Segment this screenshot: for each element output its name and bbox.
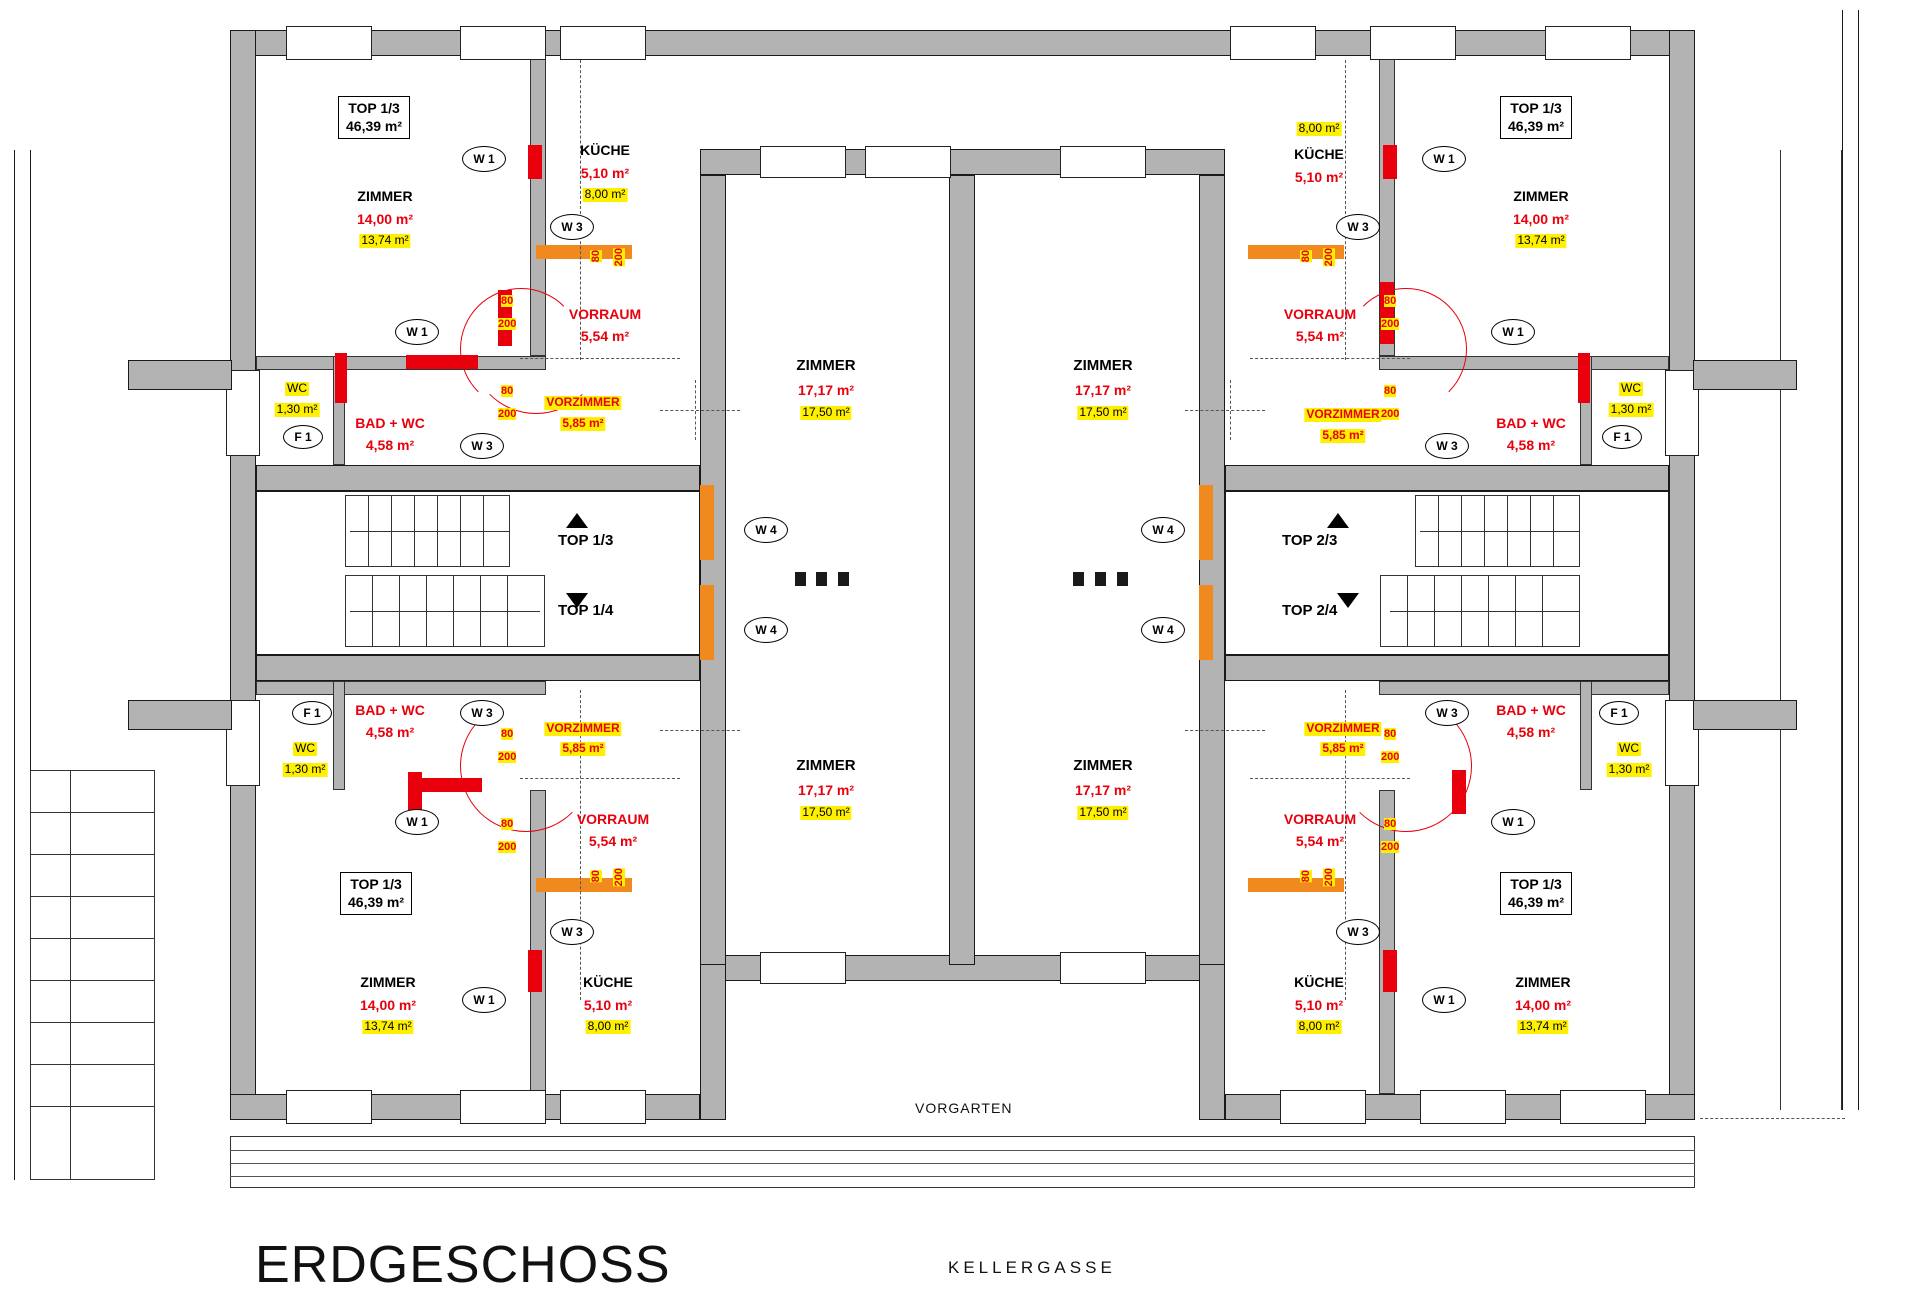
exterior-stair-edge [70, 770, 71, 1180]
door-opening-orange [1199, 585, 1213, 660]
window-opening [560, 1090, 646, 1124]
room-label-vorzimmer: VORZIMMER [1306, 407, 1380, 421]
door-dim-width: 80 [501, 728, 514, 740]
room-area-bad-wc: 4,58 m² [1506, 724, 1556, 740]
wall-bath-left-lower [256, 681, 546, 695]
door-dim-width: 80 [590, 250, 602, 263]
door-opening [408, 772, 422, 814]
stair-arrow-left-down [350, 611, 540, 612]
window-tag-w4: W 4 [1141, 617, 1185, 643]
wall-vert-right-center [1199, 175, 1225, 965]
wall-right-apt-lower-vert [1379, 790, 1395, 1094]
room-label-vorraum: VORRAUM [1283, 306, 1357, 322]
window-opening [1280, 1090, 1366, 1124]
window-tag-w3: W 3 [460, 433, 504, 459]
window-tag-w4: W 4 [744, 517, 788, 543]
site-line-right-2 [1842, 10, 1843, 1110]
window-tag-w1: W 1 [395, 319, 439, 345]
axis-line [660, 730, 740, 731]
courtyard-marker [1117, 572, 1128, 586]
room-area-zimmer-alt: 13,74 m² [364, 1019, 412, 1033]
room-label-zimmer: ZIMMER [360, 974, 416, 990]
room-area-kueche-alt: 8,00 m² [1298, 121, 1340, 135]
room-area-zimmer: 14,00 m² [356, 211, 414, 227]
room-label-vorraum: VORRAUM [568, 306, 642, 322]
room-area-zimmer-alt: 13,74 m² [1517, 233, 1565, 247]
wall-center-left-return [700, 955, 726, 1120]
room-area-zimmer-alt: 17,50 m² [1079, 405, 1127, 419]
window-opening [1060, 952, 1146, 984]
axis-line [580, 690, 581, 1000]
front-garden-line [230, 1163, 1695, 1164]
window-opening [760, 952, 846, 984]
axis-line [695, 380, 696, 440]
door-dim-height: 200 [1381, 408, 1400, 420]
window-opening [460, 1090, 546, 1124]
exterior-stair-tread [30, 896, 155, 897]
room-label-kueche: KÜCHE [1294, 974, 1344, 990]
door-dim-height: 200 [498, 751, 517, 763]
door-dim-width: 80 [501, 295, 514, 307]
room-area-kueche-alt: 8,00 m² [584, 187, 626, 201]
stair-arrow-down-right-icon [1337, 593, 1359, 608]
room-area-zimmer: 17,17 m² [1074, 782, 1132, 798]
room-area-zimmer-alt: 17,50 m² [802, 805, 850, 819]
room-label-bad-wc: BAD + WC [355, 415, 425, 431]
right-exterior-strip [1780, 150, 1842, 1110]
room-label-wc: WC [1619, 741, 1639, 755]
door-opening [335, 353, 347, 403]
room-area-zimmer: 17,17 m² [797, 382, 855, 398]
door-dim-width: 80 [1384, 728, 1397, 740]
wall-bath-right-lower [1379, 681, 1669, 695]
room-area-zimmer: 17,17 m² [1074, 382, 1132, 398]
room-label-zimmer: ZIMMER [357, 188, 413, 204]
courtyard-marker [816, 572, 827, 586]
window-tag-w1: W 1 [462, 987, 506, 1013]
window-opening [1545, 26, 1631, 60]
door-dim-width: 80 [1300, 870, 1312, 883]
room-label-zimmer: ZIMMER [1515, 974, 1571, 990]
site-line-right [1858, 10, 1859, 1110]
exterior-stair-left [30, 770, 155, 1180]
wall-stub-left-2 [128, 700, 232, 730]
courtyard-marker [795, 572, 806, 586]
door-dim-width: 80 [1384, 295, 1397, 307]
room-area-kueche-alt: 8,00 m² [1298, 1019, 1340, 1033]
room-label-kueche: KÜCHE [580, 142, 630, 158]
wall-central-spine [949, 175, 975, 965]
room-area-kueche: 5,10 m² [580, 165, 630, 181]
window-opening [865, 146, 951, 178]
courtyard-marker [1095, 572, 1106, 586]
wall-mid-upper-right [1225, 465, 1669, 491]
wall-top [230, 30, 1695, 56]
room-label-kueche: KÜCHE [1294, 146, 1344, 162]
room-label-vorraum: VORRAUM [576, 811, 650, 827]
room-label-bad-wc: BAD + WC [355, 702, 425, 718]
room-area-zimmer: 17,17 m² [797, 782, 855, 798]
window-tag-w4: W 4 [744, 617, 788, 643]
unit-area: 46,39 m² [346, 117, 403, 134]
wall-stub-right-2 [1693, 700, 1797, 730]
wall-bath-right-lower-v [1580, 681, 1592, 790]
room-label-vorzimmer: VORZIMMER [546, 395, 620, 409]
window-opening [286, 1090, 372, 1124]
front-garden-label: VORGARTEN [915, 1100, 1013, 1116]
room-area-vorzimmer: 5,85 m² [1322, 741, 1364, 755]
site-line-left [14, 150, 15, 1180]
door-dim-height: 200 [1381, 751, 1400, 763]
courtyard-marker [1073, 572, 1084, 586]
room-area-zimmer: 14,00 m² [1514, 997, 1572, 1013]
exterior-stair-tread [30, 1022, 155, 1023]
door-opening-orange [700, 585, 714, 660]
property-boundary-dashed [1700, 1118, 1845, 1119]
door-dim-height: 200 [1381, 841, 1400, 853]
room-area-vorzimmer: 5,85 m² [562, 416, 604, 430]
axis-line [520, 358, 680, 359]
drawing-title: ERDGESCHOSS [255, 1236, 671, 1294]
room-area-vorraum: 5,54 m² [1295, 833, 1345, 849]
room-area-kueche: 5,10 m² [1294, 997, 1344, 1013]
unit-code: TOP 1/3 [350, 876, 402, 892]
axis-line [1230, 380, 1231, 440]
door-tag-f1: F 1 [1602, 425, 1642, 449]
exterior-stair-tread [30, 854, 155, 855]
room-area-vorzimmer: 5,85 m² [1322, 428, 1364, 442]
room-label-bad-wc: BAD + WC [1496, 415, 1566, 431]
room-area-wc: 1,30 m² [284, 762, 326, 776]
window-tag-w3: W 3 [460, 700, 504, 726]
room-area-wc: 1,30 m² [1608, 762, 1650, 776]
front-garden-line [230, 1150, 1695, 1151]
unit-label-top13-upper-left [338, 96, 410, 139]
wall-right-outer [1669, 30, 1695, 1120]
room-area-zimmer-alt: 17,50 m² [802, 405, 850, 419]
room-label-vorzimmer: VORZIMMER [546, 721, 620, 735]
door-dim-height: 200 [498, 408, 517, 420]
axis-line [520, 778, 680, 779]
unit-code: TOP 1/3 [348, 100, 400, 116]
room-area-kueche: 5,10 m² [1294, 169, 1344, 185]
room-label-zimmer: ZIMMER [796, 757, 856, 774]
street-label: KELLERGASSE [948, 1258, 1116, 1277]
door-tag-f1: F 1 [1599, 701, 1639, 725]
wall-mid-lower-right [1225, 655, 1669, 681]
window-opening [286, 26, 372, 60]
stair-arrow-up-left-icon [566, 513, 588, 528]
door-dim-height: 200 [1323, 868, 1335, 887]
stair-unit-label-top23: TOP 2/3 [1282, 532, 1338, 549]
room-area-vorraum: 5,54 m² [1295, 328, 1345, 344]
stair-arrow-right-down [1390, 611, 1580, 612]
door-tag-f1: F 1 [283, 425, 323, 449]
unit-area: 46,39 m² [1508, 117, 1565, 134]
window-tag-w1: W 1 [1422, 987, 1466, 1013]
room-area-vorraum: 5,54 m² [588, 833, 638, 849]
stair-arrow-left-up [350, 531, 510, 532]
window-opening [760, 146, 846, 178]
room-area-zimmer-alt: 13,74 m² [1519, 1019, 1567, 1033]
window-tag-w3: W 3 [1336, 214, 1380, 240]
window-opening [460, 26, 546, 60]
window-opening [1230, 26, 1316, 60]
wall-stub-right [1693, 360, 1797, 390]
room-area-vorzimmer: 5,85 m² [562, 741, 604, 755]
wall-center-right-return [1199, 955, 1225, 1120]
door-opening [1383, 950, 1397, 992]
exterior-stair-tread [30, 938, 155, 939]
unit-code: TOP 1/3 [1510, 100, 1562, 116]
axis-line [660, 410, 740, 411]
door-opening-orange [700, 485, 714, 560]
room-area-zimmer: 14,00 m² [1512, 211, 1570, 227]
door-dim-height: 200 [1323, 248, 1335, 267]
door-dim-width: 80 [501, 818, 514, 830]
exterior-stair-tread [30, 1064, 155, 1065]
room-area-bad-wc: 4,58 m² [365, 437, 415, 453]
exterior-stair-tread [30, 980, 155, 981]
unit-area: 46,39 m² [1508, 893, 1565, 910]
door-dim-height: 200 [1381, 318, 1400, 330]
window-tag-w1: W 1 [1422, 146, 1466, 172]
door-dim-width: 80 [1384, 385, 1397, 397]
window-opening [560, 26, 646, 60]
room-area-vorraum: 5,54 m² [580, 328, 630, 344]
room-label-bad-wc: BAD + WC [1496, 702, 1566, 718]
unit-area: 46,39 m² [348, 893, 405, 910]
wall-left-apt-lower-vert [530, 790, 546, 1094]
door-dim-width: 80 [1300, 250, 1312, 263]
stair-unit-label-top24: TOP 2/4 [1282, 602, 1338, 619]
room-area-kueche: 5,10 m² [583, 997, 633, 1013]
window-opening [1060, 146, 1146, 178]
door-tag-f1: F 1 [292, 701, 332, 725]
stair-unit-label-top14: TOP 1/4 [558, 602, 614, 619]
window-tag-w3: W 3 [1425, 700, 1469, 726]
front-garden-line [230, 1176, 1695, 1177]
window-tag-w3: W 3 [1425, 433, 1469, 459]
room-label-wc: WC [287, 381, 307, 395]
door-dim-height: 200 [498, 318, 517, 330]
wall-bath-left-lower-v [333, 681, 345, 790]
window-tag-w1: W 1 [1491, 319, 1535, 345]
door-opening [528, 950, 542, 992]
door-swing-arc [1345, 288, 1467, 410]
axis-line [1250, 358, 1410, 359]
window-tag-w3: W 3 [550, 214, 594, 240]
room-label-zimmer: ZIMMER [796, 357, 856, 374]
room-label-wc: WC [295, 741, 315, 755]
room-area-wc: 1,30 m² [1610, 402, 1652, 416]
courtyard-marker [838, 572, 849, 586]
room-area-zimmer: 14,00 m² [359, 997, 417, 1013]
room-area-wc: 1,30 m² [276, 402, 318, 416]
room-area-kueche-alt: 8,00 m² [587, 1019, 629, 1033]
exterior-stair-tread [30, 812, 155, 813]
room-area-bad-wc: 4,58 m² [1506, 437, 1556, 453]
wall-left-outer [230, 30, 256, 1120]
unit-label-top13-upper-right [1500, 96, 1572, 139]
unit-code: TOP 1/3 [1510, 876, 1562, 892]
stair-arrow-up-right-icon [1327, 513, 1349, 528]
door-opening [1383, 145, 1397, 179]
exterior-stair-tread [30, 1106, 155, 1107]
stair-unit-label-top13: TOP 1/3 [558, 532, 614, 549]
door-dim-width: 80 [501, 385, 514, 397]
room-label-zimmer: ZIMMER [1073, 357, 1133, 374]
window-tag-w4: W 4 [1141, 517, 1185, 543]
axis-line [1185, 410, 1265, 411]
wall-stub-left [128, 360, 232, 390]
unit-label-top13-lower-left [340, 872, 412, 915]
door-opening [528, 145, 542, 179]
room-label-zimmer: ZIMMER [1513, 188, 1569, 204]
door-dim-height: 200 [613, 868, 625, 887]
room-label-vorraum: VORRAUM [1283, 811, 1357, 827]
door-dim-width: 80 [1384, 818, 1397, 830]
window-opening [1560, 1090, 1646, 1124]
wall-mid-lower-left [256, 655, 700, 681]
axis-line [1250, 778, 1410, 779]
room-label-vorzimmer: VORZIMMER [1306, 721, 1380, 735]
window-opening [1370, 26, 1456, 60]
window-opening [1420, 1090, 1506, 1124]
door-opening [1578, 353, 1590, 403]
door-dim-width: 80 [590, 870, 602, 883]
window-tag-w3: W 3 [1336, 919, 1380, 945]
wall-mid-upper-left [256, 465, 700, 491]
room-area-zimmer-alt: 13,74 m² [361, 233, 409, 247]
window-tag-w1: W 1 [462, 146, 506, 172]
window-tag-w3: W 3 [550, 919, 594, 945]
room-area-bad-wc: 4,58 m² [365, 724, 415, 740]
stair-arrow-right-up [1420, 531, 1580, 532]
door-dim-height: 200 [613, 248, 625, 267]
axis-line [1185, 730, 1265, 731]
room-label-zimmer: ZIMMER [1073, 757, 1133, 774]
room-label-wc: WC [1621, 381, 1641, 395]
room-area-zimmer-alt: 17,50 m² [1079, 805, 1127, 819]
wall-vert-left-center [700, 175, 726, 965]
window-tag-w1: W 1 [395, 809, 439, 835]
axis-line [1345, 690, 1346, 1000]
door-opening-orange [1199, 485, 1213, 560]
room-label-kueche: KÜCHE [583, 974, 633, 990]
door-dim-height: 200 [498, 841, 517, 853]
front-garden-strip [230, 1136, 1695, 1188]
window-tag-w1: W 1 [1491, 809, 1535, 835]
unit-label-top13-lower-right [1500, 872, 1572, 915]
